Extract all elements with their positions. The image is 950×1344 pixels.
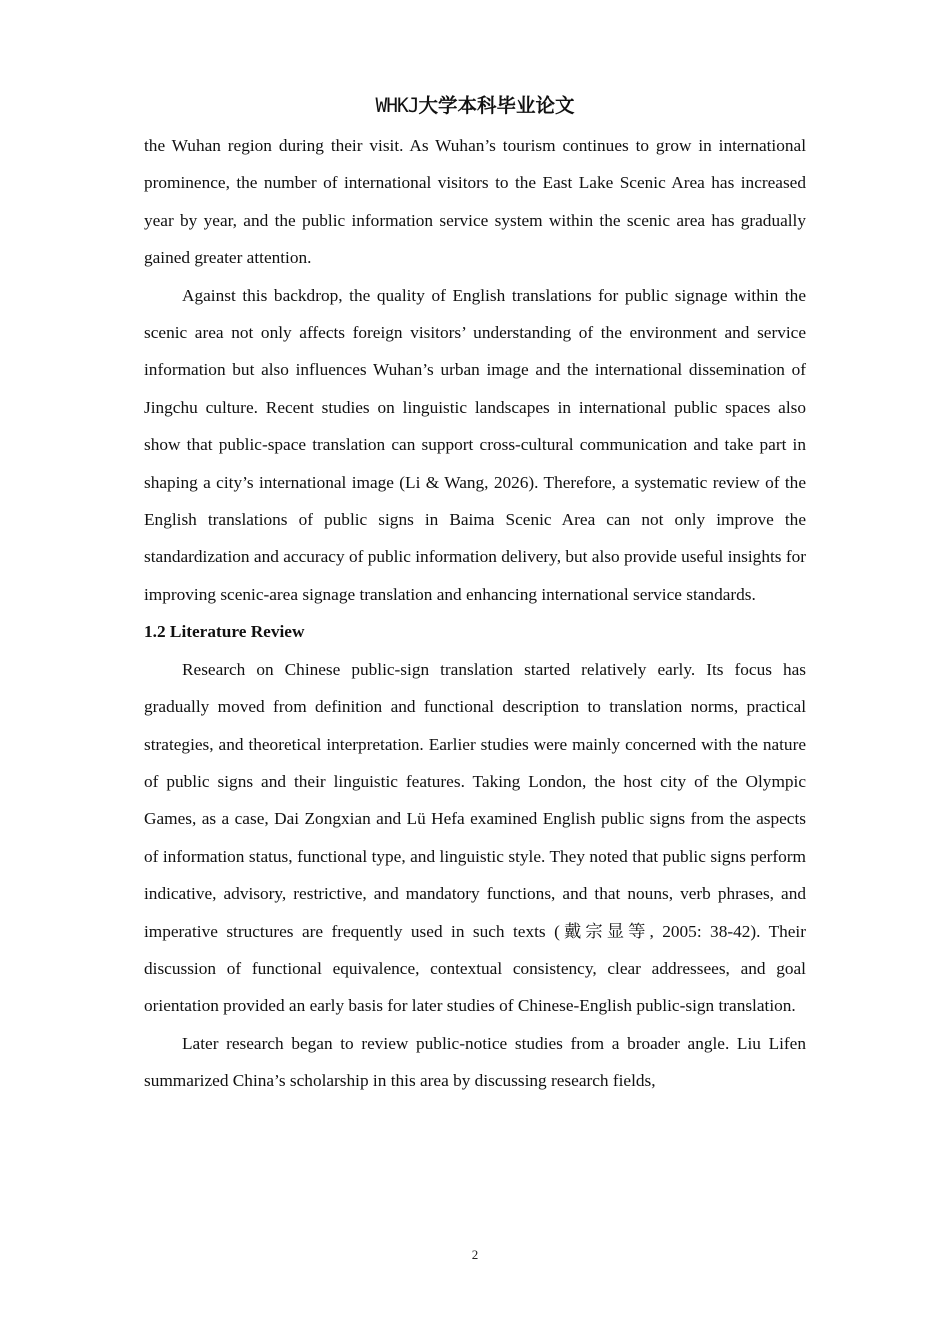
paragraph-3: Research on Chinese public-sign translation started relatively early. Its focus has gradually moved from definition and functional description to translation norms, practical strategies, and theoretical interpretation. Earlier studies were mainly concerned with the nature of public signs and their linguistic features. Taking London, the host city of the Olympic Games, as a case, Dai Zongxian and Lü Hefa examined English public signs from the aspects of information status, functional type, and linguistic style. They noted that public signs perform indicative, advisory, restrictive, and mandatory functions, and that nouns, verb phrases, and imperative structures are frequently used in such texts (戴宗显等, 2005: 38-42). Their discussion of functional equivalence, contextual consistency, clear addressees, and goal orientation provided an early basis for later studies of Chinese-English public-sign translation. [144,659,806,1016]
page-number: 2 [471,1247,479,1262]
header-thesis-title: 大学本科毕业论文 [418,94,575,117]
paragraph-1: the Wuhan region during their visit. As Wuhan’s tourism continues to grow in international prominence, the number of international visitors to the East Lake Scenic Area has increased year by year, and the public information service system within the scenic area has gradually gained greater attention. [144,136,806,268]
paragraph-4: Later research began to review public-notice studies from a broader angle. Liu Lifen summarized China’s scholarship in this area by discussing research fields, [144,1033,806,1091]
paragraph-2: Against this backdrop, the quality of English translations for public signage within the scenic area not only affects foreign visitors’ understanding of the environment and service information but also influences Wuhan’s urban image and the international dissemination of Jingchu culture. Recent studies on linguistic landscapes in international public spaces also show that public-space translation can support cross-cultural communication and take part in shaping a city’s international image (Li & Wang, 2026). Therefore, a systematic review of the English translations of public signs in Baima Scenic Area can not only improve the standardization and accuracy of public information delivery, but also provide useful insights for improving scenic-area signage translation and enhancing international service standards. [144,285,806,604]
page-header [0,93,950,120]
body-text [144,127,806,1100]
header-university: WHKJ [375,94,419,117]
section-heading-literature-review: 1.2 Literature Review [144,622,305,642]
